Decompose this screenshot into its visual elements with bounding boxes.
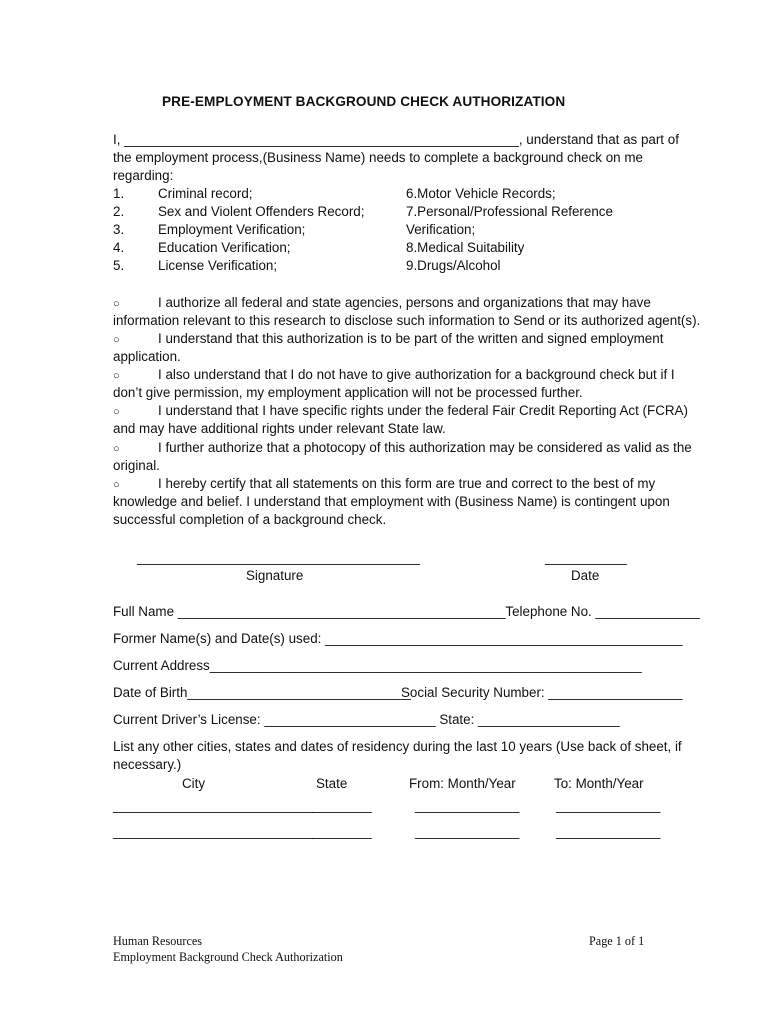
check-label-right: Verification; <box>406 222 476 237</box>
residency-from-input[interactable]: ______________ <box>415 798 520 813</box>
footer-form-name: Employment Background Check Authorization <box>113 950 343 964</box>
signature-label: Signature <box>246 568 304 583</box>
residency-header-from: From: Month/Year <box>409 776 516 791</box>
intro-line: I, _____________________________________________________, understand that as part of <box>113 132 679 147</box>
statement-line: I also understand that I do not have to give authorization for a background check but if I <box>158 367 675 382</box>
footer-page-number: Page 1 of 1 <box>589 934 645 948</box>
residency-city-input[interactable]: ___________________________ <box>113 824 315 839</box>
former-names-field[interactable]: Former Name(s) and Date(s) used: ________________________________________________ <box>113 631 683 646</box>
statement-line: I understand that this authorization is to be part of the written and signed employment <box>158 331 664 346</box>
circle-bullet-icon: ○ <box>113 406 120 418</box>
check-label-right: 8.Medical Suitability <box>406 240 525 255</box>
drivers-license-field[interactable]: Current Driver’s License: _______________________ State: ___________________ <box>113 712 620 727</box>
residency-to-input[interactable]: ______________ <box>556 798 661 813</box>
statement-line: I authorize all federal and state agencies, persons and organizations that may have <box>158 295 651 310</box>
circle-bullet-icon: ○ <box>113 443 120 455</box>
statement-line: don’t give permission, my employment application will not be processed further. <box>113 385 583 400</box>
ssn-field[interactable]: Social Security Number: __________________ <box>401 685 683 700</box>
check-label: Employment Verification; <box>158 222 306 237</box>
residency-header-state: State <box>316 776 348 791</box>
statement-line: I understand that I have specific rights under the federal Fair Credit Reporting Act (FCRA) <box>158 403 688 418</box>
statement-line: I hereby certify that all statements on this form are true and correct to the best of my <box>158 476 656 491</box>
statement-line: successful completion of a background check. <box>113 512 387 527</box>
signature-line[interactable]: ______________________________________ <box>137 550 420 565</box>
check-number: 3. <box>113 222 125 237</box>
date-line[interactable]: ___________ <box>545 550 627 565</box>
residency-to-input[interactable]: ______________ <box>556 824 661 839</box>
statement-line: and may have additional rights under relevant State law. <box>113 421 446 436</box>
residency-city-input[interactable]: ___________________________ <box>113 798 315 813</box>
circle-bullet-icon: ○ <box>113 370 120 382</box>
check-label-right: 7.Personal/Professional Reference <box>406 204 613 219</box>
intro-line: regarding: <box>113 168 174 183</box>
check-label: Criminal record; <box>158 186 253 201</box>
residency-state-input[interactable]: ________ <box>312 798 372 813</box>
residency-instructions: necessary.) <box>113 757 182 772</box>
residency-header-city: City <box>182 776 206 791</box>
residency-header-to: To: Month/Year <box>554 776 644 791</box>
check-label-right: 9.Drugs/Alcohol <box>406 258 501 273</box>
date-label: Date <box>571 568 600 583</box>
check-number: 5. <box>113 258 125 273</box>
residency-instructions: List any other cities, states and dates of residency during the last 10 years (Use back of sheet, if <box>113 739 682 754</box>
check-label: License Verification; <box>158 258 278 273</box>
statement-line: information relevant to this research to disclose such information to Send or its authorized agent(s). <box>113 313 701 328</box>
date-of-birth-field[interactable]: Date of Birth______________________________ <box>113 685 411 700</box>
intro-line: the employment process,(Business Name) needs to complete a background check on me <box>113 150 643 165</box>
document-title: PRE-EMPLOYMENT BACKGROUND CHECK AUTHORIZATION <box>162 94 566 109</box>
statement-line: application. <box>113 349 181 364</box>
check-label: Education Verification; <box>158 240 291 255</box>
circle-bullet-icon: ○ <box>113 479 120 491</box>
circle-bullet-icon: ○ <box>113 334 120 346</box>
residency-from-input[interactable]: ______________ <box>415 824 520 839</box>
footer-department: Human Resources <box>113 934 203 948</box>
residency-state-input[interactable]: ________ <box>312 824 372 839</box>
statement-line: knowledge and belief. I understand that employment with (Business Name) is contingent upon <box>113 494 670 509</box>
full-name-field[interactable]: Full Name ____________________________________________Telephone No. ______________ <box>113 604 700 619</box>
circle-bullet-icon: ○ <box>113 298 120 310</box>
check-number: 4. <box>113 240 125 255</box>
check-label-right: 6.Motor Vehicle Records; <box>406 186 556 201</box>
statement-line: original. <box>113 458 160 473</box>
check-label: Sex and Violent Offenders Record; <box>158 204 365 219</box>
statement-line: I further authorize that a photocopy of this authorization may be considered as valid as the <box>158 440 692 455</box>
current-address-field[interactable]: Current Address__________________________________________________________ <box>113 658 642 673</box>
check-number: 2. <box>113 204 125 219</box>
check-number: 1. <box>113 186 125 201</box>
